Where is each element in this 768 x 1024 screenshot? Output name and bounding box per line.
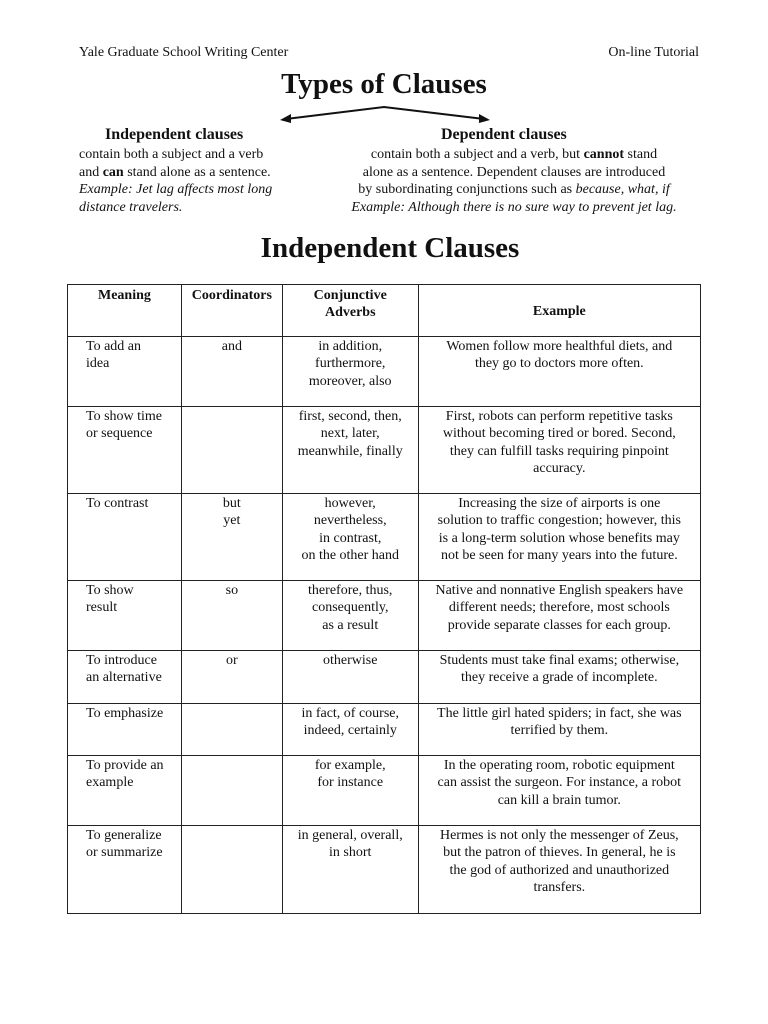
header-example: Example: [418, 285, 700, 337]
definition-line: contain both a subject and a verb: [79, 147, 264, 162]
section-title: Independent Clauses: [260, 232, 520, 264]
cell-coordinators: [181, 826, 282, 914]
table-row: [68, 704, 701, 756]
definition-line: alone as a sentence. Dependent clauses are introduced: [362, 164, 666, 180]
cell-meaning: To show result: [68, 581, 182, 651]
example-line: distance travelers.: [79, 199, 183, 215]
cell-example: Students must take final exams; otherwise, they receive a grade of incomplete.: [418, 651, 700, 704]
cell-meaning: To emphasize: [68, 704, 182, 756]
definition-line: contain both a subject and a verb, but cannot stand: [370, 147, 658, 162]
definition-line: and can stand alone as a sentence.: [79, 164, 271, 180]
table-row: [68, 826, 701, 914]
cell-example: Women follow more healthful diets, and they go to doctors more often.: [418, 337, 700, 407]
header-conjunctive-adverbs: Conjunctive Adverbs: [282, 285, 418, 337]
double-arrow-icon: [280, 104, 490, 126]
cell-adverbs: therefore, thus, consequently, as a result: [282, 581, 418, 651]
header-left-text: Yale Graduate School Writing Center: [79, 45, 289, 60]
cell-example: The little girl hated spiders; in fact, she was terrified by them.: [418, 704, 700, 756]
cell-adverbs: otherwise: [282, 651, 418, 704]
cell-meaning: To contrast: [68, 494, 182, 581]
cell-adverbs: however, nevertheless, in contrast, on the other hand: [282, 494, 418, 581]
header-meaning: Meaning: [68, 285, 182, 337]
definition-line: by subordinating conjunctions such as because, what, if: [358, 182, 670, 197]
dependent-clauses-definition: [334, 146, 694, 216]
cell-meaning: To add an idea: [68, 337, 182, 407]
cell-meaning: To introduce an alternative: [68, 651, 182, 704]
page-title: Types of Clauses: [281, 68, 487, 100]
cell-coordinators: and: [181, 337, 282, 407]
table-row: [68, 494, 701, 581]
table-row: [68, 337, 701, 407]
header-right-text: On-line Tutorial: [608, 45, 699, 60]
cell-adverbs: in addition, furthermore, moreover, also: [282, 337, 418, 407]
header-coordinators: Coordinators: [181, 285, 282, 337]
dependent-clauses-heading: Dependent clauses: [441, 126, 567, 143]
table-row: [68, 756, 701, 826]
cell-meaning: To generalize or summarize: [68, 826, 182, 914]
cell-coordinators: but yet: [181, 494, 282, 581]
cell-adverbs: first, second, then, next, later, meanwhile, finally: [282, 407, 418, 494]
cell-example: In the operating room, robotic equipment can assist the surgeon. For instance, a robot can kill a brain tumor.: [418, 756, 700, 826]
cell-adverbs: in fact, of course, indeed, certainly: [282, 704, 418, 756]
cell-adverbs: in general, overall, in short: [282, 826, 418, 914]
cell-coordinators: [181, 704, 282, 756]
cell-example: Native and nonnative English speakers have different needs; therefore, most schools provide separate classes for each group.: [418, 581, 700, 651]
cell-adverbs: for example, for instance: [282, 756, 418, 826]
independent-clauses-heading: Independent clauses: [105, 126, 244, 143]
cell-coordinators: or: [181, 651, 282, 704]
table-row: [68, 407, 701, 494]
cell-meaning: To show time or sequence: [68, 407, 182, 494]
independent-clauses-definition: [79, 146, 319, 216]
cell-coordinators: so: [181, 581, 282, 651]
table-row: [68, 651, 701, 704]
cell-example: Hermes is not only the messenger of Zeus, but the patron of thieves. In general, he is the god of authorized and unauthorized transfers.: [418, 826, 700, 914]
example-line: Example: Although there is no sure way to prevent jet lag.: [351, 199, 677, 215]
cell-meaning: To provide an example: [68, 756, 182, 826]
clauses-table: [67, 284, 701, 914]
table-header-row: [68, 285, 701, 337]
cell-coordinators: [181, 407, 282, 494]
cell-example: First, robots can perform repetitive tasks without becoming tired or bored. Second, they can fulfill tasks requiring pinpoint accuracy.: [418, 407, 700, 494]
cell-coordinators: [181, 756, 282, 826]
example-line: Example: Jet lag affects most long: [79, 182, 273, 197]
table-row: [68, 581, 701, 651]
cell-example: Increasing the size of airports is one solution to traffic congestion; however, this is a long-term solution whose benefits may not be seen for many years into the future.: [418, 494, 700, 581]
